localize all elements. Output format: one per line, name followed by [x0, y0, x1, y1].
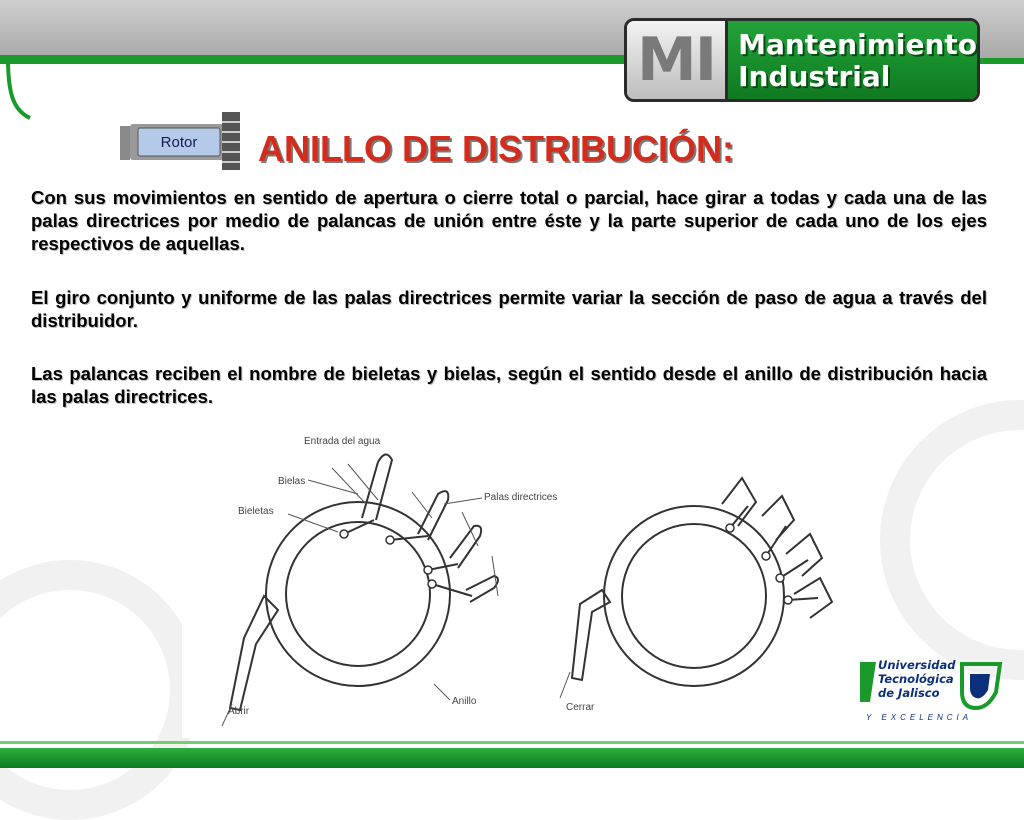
flow-line-1	[332, 468, 366, 504]
brand-line-2: Industrial	[738, 60, 891, 93]
page-title: ANILLO DE DISTRIBUCIÓN:	[258, 128, 734, 169]
left-ring-inner	[286, 522, 430, 666]
left-ring-outer	[266, 502, 450, 686]
paragraph-1: Con sus movimientos en sentido de apertura o cierre total o parcial, hace girar a todas y cada una de las palas directrices por medio de palancas de unión entre éste y la parte superior de cada uno de los ejes respectivos de aquellas.	[31, 187, 987, 254]
university-name	[878, 658, 968, 700]
label-cerrar: Cerrar	[566, 702, 595, 713]
label-anillo: Anillo	[452, 696, 477, 707]
label-bielas: Bielas	[278, 476, 306, 487]
rotor-icon-label: Rotor	[160, 134, 198, 151]
university-line-2: Tecnológica	[878, 672, 954, 686]
brand-mark: MI	[627, 21, 728, 99]
label-water-inlet: Entrada del agua	[304, 436, 381, 447]
university-motto: Y EXCELENCIA	[866, 713, 973, 722]
palas-leader	[444, 498, 482, 504]
label-bieletas: Bieletas	[238, 506, 274, 517]
right-pivot-1	[726, 524, 734, 532]
right-link-2	[766, 526, 786, 556]
left-vane-1	[362, 454, 392, 520]
left-actuator	[230, 596, 278, 710]
right-vane-2	[762, 496, 794, 540]
flow-line-2	[348, 464, 378, 500]
rotor-icon	[118, 112, 246, 172]
university-line-3: de Jalisco	[878, 686, 940, 700]
cerrar-arrow	[560, 672, 570, 698]
anillo-leader	[434, 684, 450, 700]
bieletas-leader	[288, 514, 338, 532]
background-ring-left	[0, 560, 200, 820]
brand-logo	[624, 18, 980, 102]
left-pivot-4	[428, 580, 436, 588]
right-ring-inner	[622, 524, 766, 668]
right-pivot-2	[762, 552, 770, 560]
footer-bar	[0, 748, 1024, 768]
left-pivot-2	[386, 536, 394, 544]
left-pivot-1	[340, 530, 348, 538]
left-vane-3	[450, 526, 481, 568]
left-pivot-3	[424, 566, 432, 574]
flow-line-3	[412, 492, 432, 518]
footer-line	[0, 741, 1024, 744]
brand-name	[728, 21, 977, 99]
paragraph-2: El giro conjunto y uniforme de las palas directrices permite variar la sección de paso de agua a través del distribuidor.	[31, 287, 987, 331]
right-pivot-3	[776, 574, 784, 582]
right-ring-outer	[604, 506, 784, 686]
left-link-2	[390, 536, 428, 540]
left-vane-2	[418, 491, 448, 540]
label-palas: Palas directrices	[484, 492, 558, 503]
flow-line-4	[462, 512, 478, 546]
right-pivot-4	[784, 596, 792, 604]
brand-line-1: Mantenimiento	[738, 28, 977, 61]
diagram-drawing	[182, 408, 868, 738]
background-ring-right	[880, 400, 1024, 680]
left-vane-4	[466, 576, 498, 602]
university-line-1: Universidad	[878, 658, 956, 672]
distribution-ring-diagram	[182, 408, 868, 738]
label-abrir: Abrir	[228, 706, 250, 717]
paragraph-3: Las palancas reciben el nombre de bieletas y bielas, según el sentido desde el anillo de distribución hacia las palas directrices.	[31, 363, 987, 407]
